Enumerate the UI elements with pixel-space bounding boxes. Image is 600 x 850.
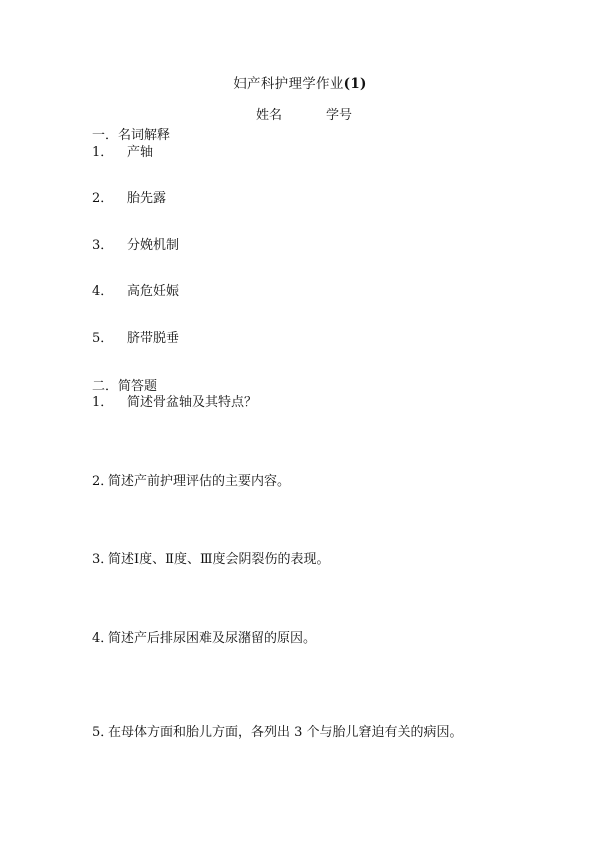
question-item bbox=[92, 470, 290, 489]
term-item bbox=[92, 234, 179, 253]
question-item bbox=[92, 721, 463, 740]
term-item bbox=[92, 327, 179, 346]
name-id-line bbox=[256, 104, 352, 123]
item-text: 简述骨盆轴及其特点？ bbox=[127, 395, 258, 410]
question-item bbox=[92, 391, 257, 410]
item-number: 5． bbox=[92, 331, 114, 346]
name-label: 姓名 bbox=[256, 108, 283, 123]
title-number: (1) bbox=[343, 76, 367, 92]
item-text: 简述Ⅰ度、Ⅱ度、Ⅲ度会阴裂伤的表现。 bbox=[108, 552, 330, 567]
item-number: 5． bbox=[92, 725, 114, 740]
item-text: 简述产前护理评估的主要内容。 bbox=[108, 474, 291, 489]
item-number: 2． bbox=[92, 191, 114, 206]
item-number: 2． bbox=[92, 474, 114, 489]
item-text: 脐带脱垂 bbox=[127, 331, 180, 346]
section1-heading: 一．名词解释 bbox=[92, 128, 171, 143]
item-number: 3． bbox=[92, 552, 114, 567]
term-item bbox=[92, 141, 153, 160]
item-text: 分娩机制 bbox=[127, 238, 180, 253]
section2-heading: 二．简答题 bbox=[92, 379, 158, 394]
item-number: 1． bbox=[92, 395, 114, 410]
title-text: 妇产科护理学作业 bbox=[233, 76, 344, 92]
item-number: 4． bbox=[92, 631, 114, 646]
question-item bbox=[92, 548, 330, 567]
item-number: 3． bbox=[92, 238, 114, 253]
id-label: 学号 bbox=[326, 108, 353, 123]
item-text: 简述产后排尿困难及尿潴留的原因。 bbox=[108, 631, 317, 646]
item-number: 1． bbox=[92, 145, 114, 160]
term-item bbox=[92, 187, 166, 206]
question-item bbox=[92, 627, 316, 646]
term-item bbox=[92, 280, 179, 299]
item-number: 4． bbox=[92, 284, 114, 299]
item-text: 胎先露 bbox=[127, 191, 167, 206]
item-text: 产轴 bbox=[127, 145, 154, 160]
item-text: 在母体方面和胎儿方面，各列出 3 个与胎儿窘迫有关的病因。 bbox=[108, 725, 463, 740]
document-title bbox=[0, 72, 600, 92]
item-text: 高危妊娠 bbox=[127, 284, 180, 299]
